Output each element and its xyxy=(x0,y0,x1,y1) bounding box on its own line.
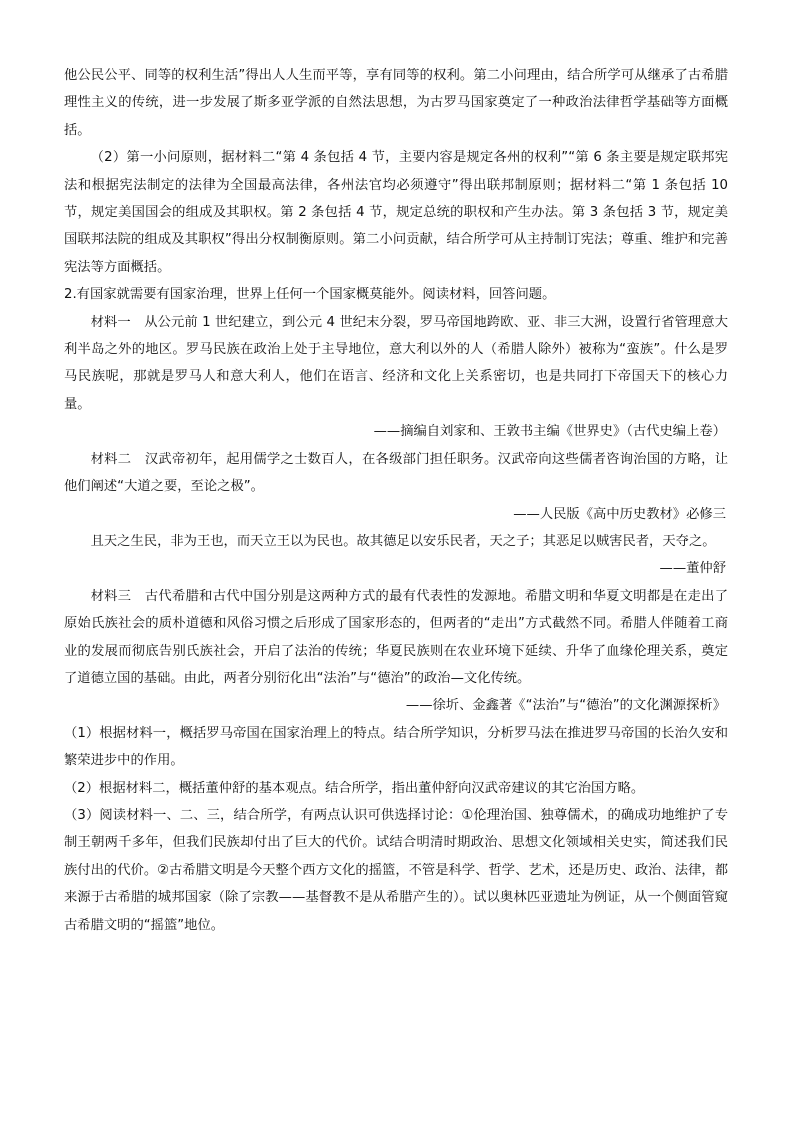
material-2: 材料二 汉武帝初年，起用儒学之士数百人，在各级部门担任职务。汉武帝向这些儒者咨询治国的方略，让他们阐述“大道之要，至论之极”。 xyxy=(64,451,728,495)
answer-paragraph-2: （2）第一小问原则，据材料二“第 4 条包括 4 节，主要内容是规定各州的权利”“第 6 条主要是规定联邦宪法和根据宪法制定的法律为全国最高法律，各州法官均必须遵守”得出联邦制原则；据材料二“第 1 条包括 10 节，规定美国国会的组成及其职权。第 2 条包括 4 节，规定总统的职权和产生办法。第 3 条包括 3 节，规定美国联邦法院的组成及其职权”得出分权制衡原则。第二小问贡献，结合所学可从主持制订宪法；尊重、维护和完善宪法等方面概括。 xyxy=(64,150,728,275)
sub-question-2: （2）根据材料二，概括董仲舒的基本观点。结合所学，指出董仲舒向汉武帝建议的其它治国方略。 xyxy=(64,780,645,796)
answer-paragraph-1: 他公民公平、同等的权利生活”得出人人生而平等，享有同等的权利。第二小问理由，结合所学可从继承了古希腊理性主义的传统，进一步发展了斯多亚学派的自然法思想，为古罗马国家奠定了一种政治法律哲学基础等方面概括。 xyxy=(64,68,728,138)
material-3-source: ——徐圻、金鑫著《“法治”与“德治”的文化渊源探析》 xyxy=(405,698,726,714)
dong-zhongshu-quote: 且天之生民，非为王也，而天立王以为民也。故其德足以安乐民者，天之子；其恶足以贼害民者，天夺之。 xyxy=(90,533,716,549)
material-2-source: ——人民版《高中历史教材》必修三 xyxy=(513,506,726,522)
material-1-source: ——摘编自刘家和、王敦书主编《世界史》（古代史编上卷） xyxy=(373,424,726,440)
quote-source: ——董仲舒 xyxy=(659,561,726,577)
question-2-intro: 2.有国家就需要有国家治理，世界上任何一个国家概莫能外。阅读材料，回答问题。 xyxy=(64,287,556,303)
material-1: 材料一 从公元前 1 世纪建立，到公元 4 世纪末分裂，罗马帝国地跨欧、亚、非三大洲，设置行省管理意大利半岛之外的地区。罗马民族在政治上处于主导地位，意大利以外的人（希腊人除外）被称为“蛮族”。什么是罗马民族呢，那就是罗马人和意大利人，他们在语言、经济和文化上关系密切，也是共同打下帝国天下的核心力量。 xyxy=(64,314,728,412)
material-3: 材料三 古代希腊和古代中国分别是这两种方式的最有代表性的发源地。希腊文明和华夏文明都是在走出了原始氏族社会的质朴道德和风俗习惯之后形成了国家形态的，但两者的“走出”方式截然不同。希腊人伴随着工商业的发展而彻底告别氏族社会，开启了法治的传统；华夏民族则在农业环境下延续、升华了血缘伦理关系，奠定了道德立国的基础。由此，两者分别衍化出“法治”与“德治”的政治—文化传统。 xyxy=(64,588,728,686)
sub-question-1: （1）根据材料一，概括罗马帝国在国家治理上的特点。结合所学知识，分析罗马法在推进罗马帝国的长治久安和繁荣进步中的作用。 xyxy=(64,725,728,769)
sub-question-3: （3）阅读材料一、二、三，结合所学，有两点认识可供选择讨论：①伦理治国、独尊儒术，的确成功地维护了专制王朝两千多年，但我们民族却付出了巨大的代价。试结合明清时期政治、思想文化领域相关史实，简述我们民族付出的代价。②古希腊文明是今天整个西方文化的摇篮，不管是科学、哲学、艺术，还是历史、政治、法律，都来源于古希腊的城邦国家（除了宗教——基督教不是从希腊产生的）。试以奥林匹亚遗址为例证，从一个侧面管窥古希腊文明的“摇篮”地位。 xyxy=(64,807,728,933)
